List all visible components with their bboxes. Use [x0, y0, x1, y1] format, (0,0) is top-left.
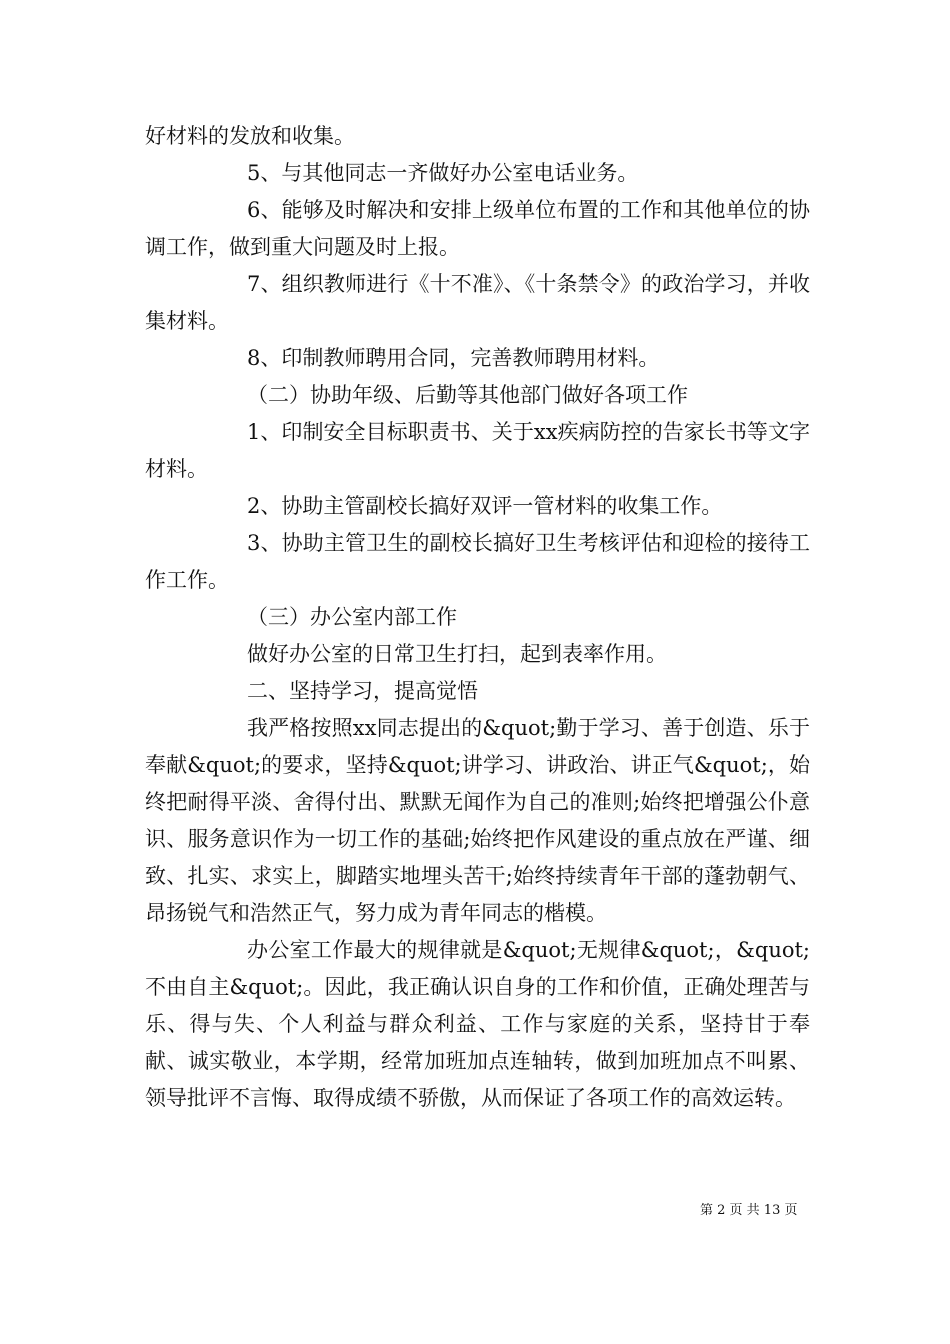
page-number-footer: 第 2 页 共 13 页: [700, 1203, 798, 1218]
paragraph-item-7: 7、组织教师进行《十不准》、《十条禁令》的政治学习，并收集材料。: [145, 272, 810, 333]
section-heading-study: 二、坚持学习，提高觉悟: [247, 679, 478, 703]
paragraph-item-1: 1、印制安全目标职责书、关于xx疾病防控的告家长书等文字材料。: [145, 420, 810, 481]
body-text: [145, 118, 810, 1117]
paragraph-item-5: 5、与其他同志一齐做好办公室电话业务。: [247, 161, 639, 185]
paragraph-item-8: 8、印制教师聘用合同，完善教师聘用材料。: [247, 346, 660, 370]
paragraph-continuation: 好材料的发放和收集。: [145, 124, 355, 148]
paragraph-study-body: 我严格按照xx同志提出的&quot;勤于学习、善于创造、乐于奉献&quot;的要求，坚持&quot;讲学习、讲政治、讲正气&quot;，始终把耐得平淡、舍得付出、默默无闻作为自己的准则;始终把增强公仆意识、服务意识作为一切工作的基础;始终把作风建设的重点放在严谨、细致、扎实、求实上，脚踏实地埋头苦干;始终持续青年干部的蓬勃朝气、昂扬锐气和浩然正气，努力成为青年同志的楷模。: [145, 716, 810, 925]
paragraph-item-3: 3、协助主管卫生的副校长搞好卫生考核评估和迎检的接待工作工作。: [145, 531, 810, 592]
paragraph-item-2: 2、协助主管副校长搞好双评一管材料的收集工作。: [247, 494, 723, 518]
paragraph-office-rules: 办公室工作最大的规律就是&quot;无规律&quot;，&quot;不由自主&quot;。因此，我正确认识自身的工作和价值，正确处理苦与乐、得与失、个人利益与群众利益、工作与家庭的关系，坚持甘于奉献、诚实敬业，本学期，经常加班加点连轴转，做到加班加点不叫累、领导批评不言悔、取得成绩不骄傲，从而保证了各项工作的高效运转。: [145, 938, 810, 1110]
paragraph-office-cleaning: 做好办公室的日常卫生打扫，起到表率作用。: [247, 642, 667, 666]
section-heading-2: （二）协助年级、后勤等其他部门做好各项工作: [247, 383, 688, 407]
section-heading-3: （三）办公室内部工作: [247, 605, 457, 629]
paragraph-item-6: 6、能够及时解决和安排上级单位布置的工作和其他单位的协调工作，做到重大问题及时上报。: [145, 198, 810, 259]
